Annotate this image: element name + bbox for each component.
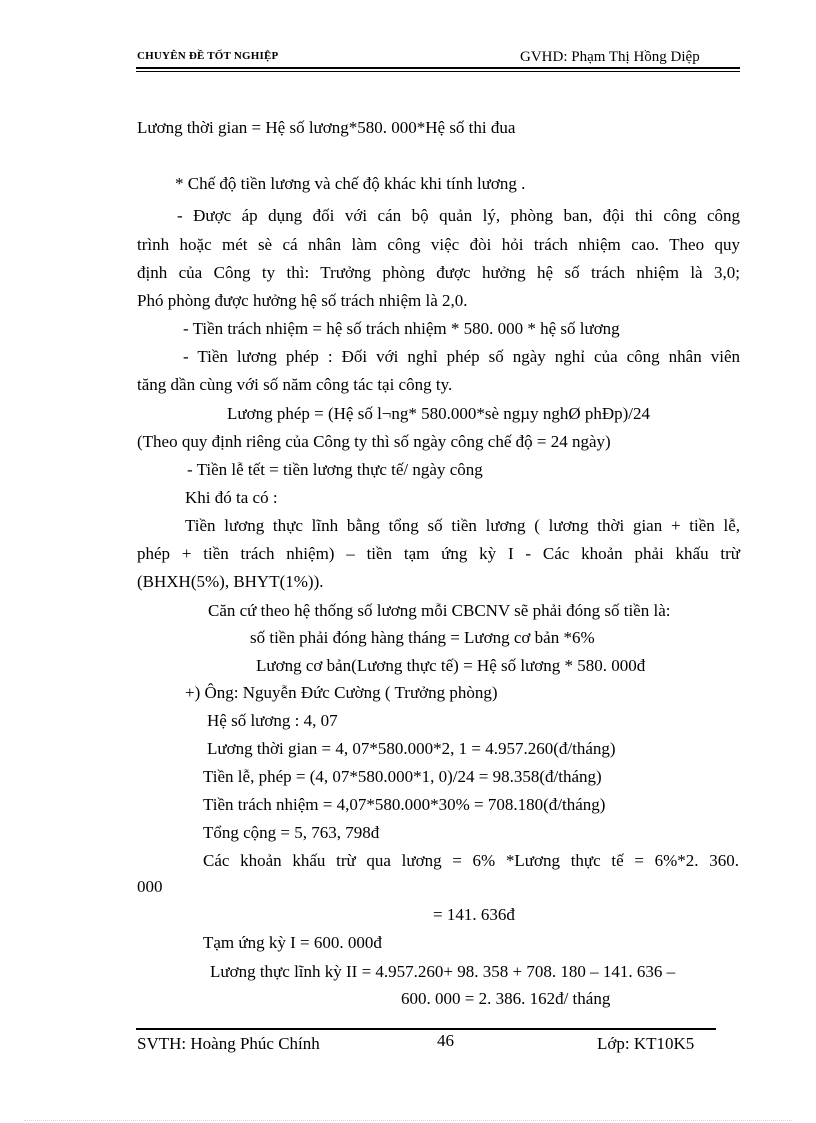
calc-line: Tiền trách nhiệm = 4,07*580.000*30% = 708.180(đ/tháng) bbox=[203, 795, 606, 814]
footer-student: SVTH: Hoàng Phúc Chính bbox=[137, 1034, 320, 1053]
formula-responsibility-pay: - Tiền trách nhiệm = hệ số trách nhiệm * 580. 000 * hệ số lương bbox=[183, 319, 620, 338]
calc-line: 600. 000 = 2. 386. 162đ/ tháng bbox=[401, 989, 611, 1008]
paragraph-line: tăng dần cùng với số năm công tác tại công ty. bbox=[137, 375, 453, 394]
paragraph-line: Căn cứ theo hệ thống số lương mỗi CBCNV sẽ phải đóng số tiền là: bbox=[208, 601, 671, 620]
footer-class: Lớp: KT10K5 bbox=[597, 1034, 695, 1053]
calc-line: Các khoản khấu trừ qua lương = 6% *Lương thực tế = 6%*2. 360. bbox=[203, 851, 739, 870]
header-supervisor: GVHD: Phạm Thị Hồng Diệp bbox=[520, 49, 700, 65]
header-rule-thin bbox=[136, 71, 740, 72]
calc-line: Lương thời gian = 4, 07*580.000*2, 1 = 4.957.260(đ/tháng) bbox=[207, 739, 616, 758]
footer-rule bbox=[136, 1028, 716, 1030]
calc-line: = 141. 636đ bbox=[433, 905, 515, 924]
formula-leave-pay: Lương phép = (Hệ số l¬ng* 580.000*sè ngµy nghØ phÐp)/24 bbox=[227, 404, 651, 423]
calc-line: 000 bbox=[137, 877, 163, 896]
formula-time-wage: Lương thời gian = Hệ số lương*580. 000*Hệ số thi đua bbox=[137, 118, 516, 137]
calc-line: Tiền lễ, phép = (4, 07*580.000*1, 0)/24 = 98.358(đ/tháng) bbox=[203, 767, 602, 786]
calc-line: Tạm ứng kỳ I = 600. 000đ bbox=[203, 933, 382, 952]
paragraph-line: phép + tiền trách nhiệm) – tiền tạm ứng kỳ I - Các khoản phải khấu trừ bbox=[137, 544, 740, 563]
section-heading-wage-regime: * Chế độ tiền lương và chế độ khác khi tính lương . bbox=[175, 174, 526, 193]
paragraph-line: định của Công ty thì: Trưởng phòng được hưởng hệ số trách nhiệm là 3,0; bbox=[137, 263, 740, 282]
paragraph-line: Phó phòng được hưởng hệ số trách nhiệm là 2,0. bbox=[137, 291, 468, 310]
header-rule-thick bbox=[136, 67, 740, 69]
header-document-title: CHUYÊN ĐỀ TỐT NGHIỆP bbox=[137, 50, 279, 62]
formula-monthly-contribution: số tiền phải đóng hàng tháng = Lương cơ bản *6% bbox=[250, 628, 595, 647]
formula-base-salary: Lương cơ bản(Lương thực tế) = Hệ số lương * 580. 000đ bbox=[256, 656, 646, 675]
calc-line: Tổng cộng = 5, 763, 798đ bbox=[203, 823, 380, 842]
paragraph-line: trình hoặc mét sè cá nhân làm công việc đòi hỏi trách nhiệm cao. Theo quy bbox=[137, 235, 740, 254]
calc-line: Lương thực lĩnh kỳ II = 4.957.260+ 98. 358 + 708. 180 – 141. 636 – bbox=[210, 962, 676, 981]
formula-holiday-pay: - Tiền lễ tết = tiền lương thực tế/ ngày công bbox=[187, 460, 483, 479]
paragraph-line: - Tiền lương phép : Đối với nghỉ phép số ngày nghỉ của công nhân viên bbox=[183, 347, 740, 366]
paragraph-line: Khi đó ta có : bbox=[185, 488, 278, 507]
paragraph-line: Tiền lương thực lĩnh bằng tổng số tiền lương ( lương thời gian + tiền lễ, bbox=[185, 516, 740, 535]
example-employee: +) Ông: Nguyễn Đức Cường ( Trưởng phòng) bbox=[185, 683, 498, 702]
paragraph-line: (Theo quy định riêng của Công ty thì số ngày công chế độ = 24 ngày) bbox=[137, 432, 611, 451]
page-edge-divider bbox=[24, 1120, 792, 1121]
calc-line: Hệ số lương : 4, 07 bbox=[207, 711, 338, 730]
paragraph-line: - Được áp dụng đối với cán bộ quản lý, phòng ban, đội thi công công bbox=[177, 206, 740, 225]
page-number: 46 bbox=[437, 1031, 454, 1050]
paragraph-line: (BHXH(5%), BHYT(1%)). bbox=[137, 572, 324, 591]
